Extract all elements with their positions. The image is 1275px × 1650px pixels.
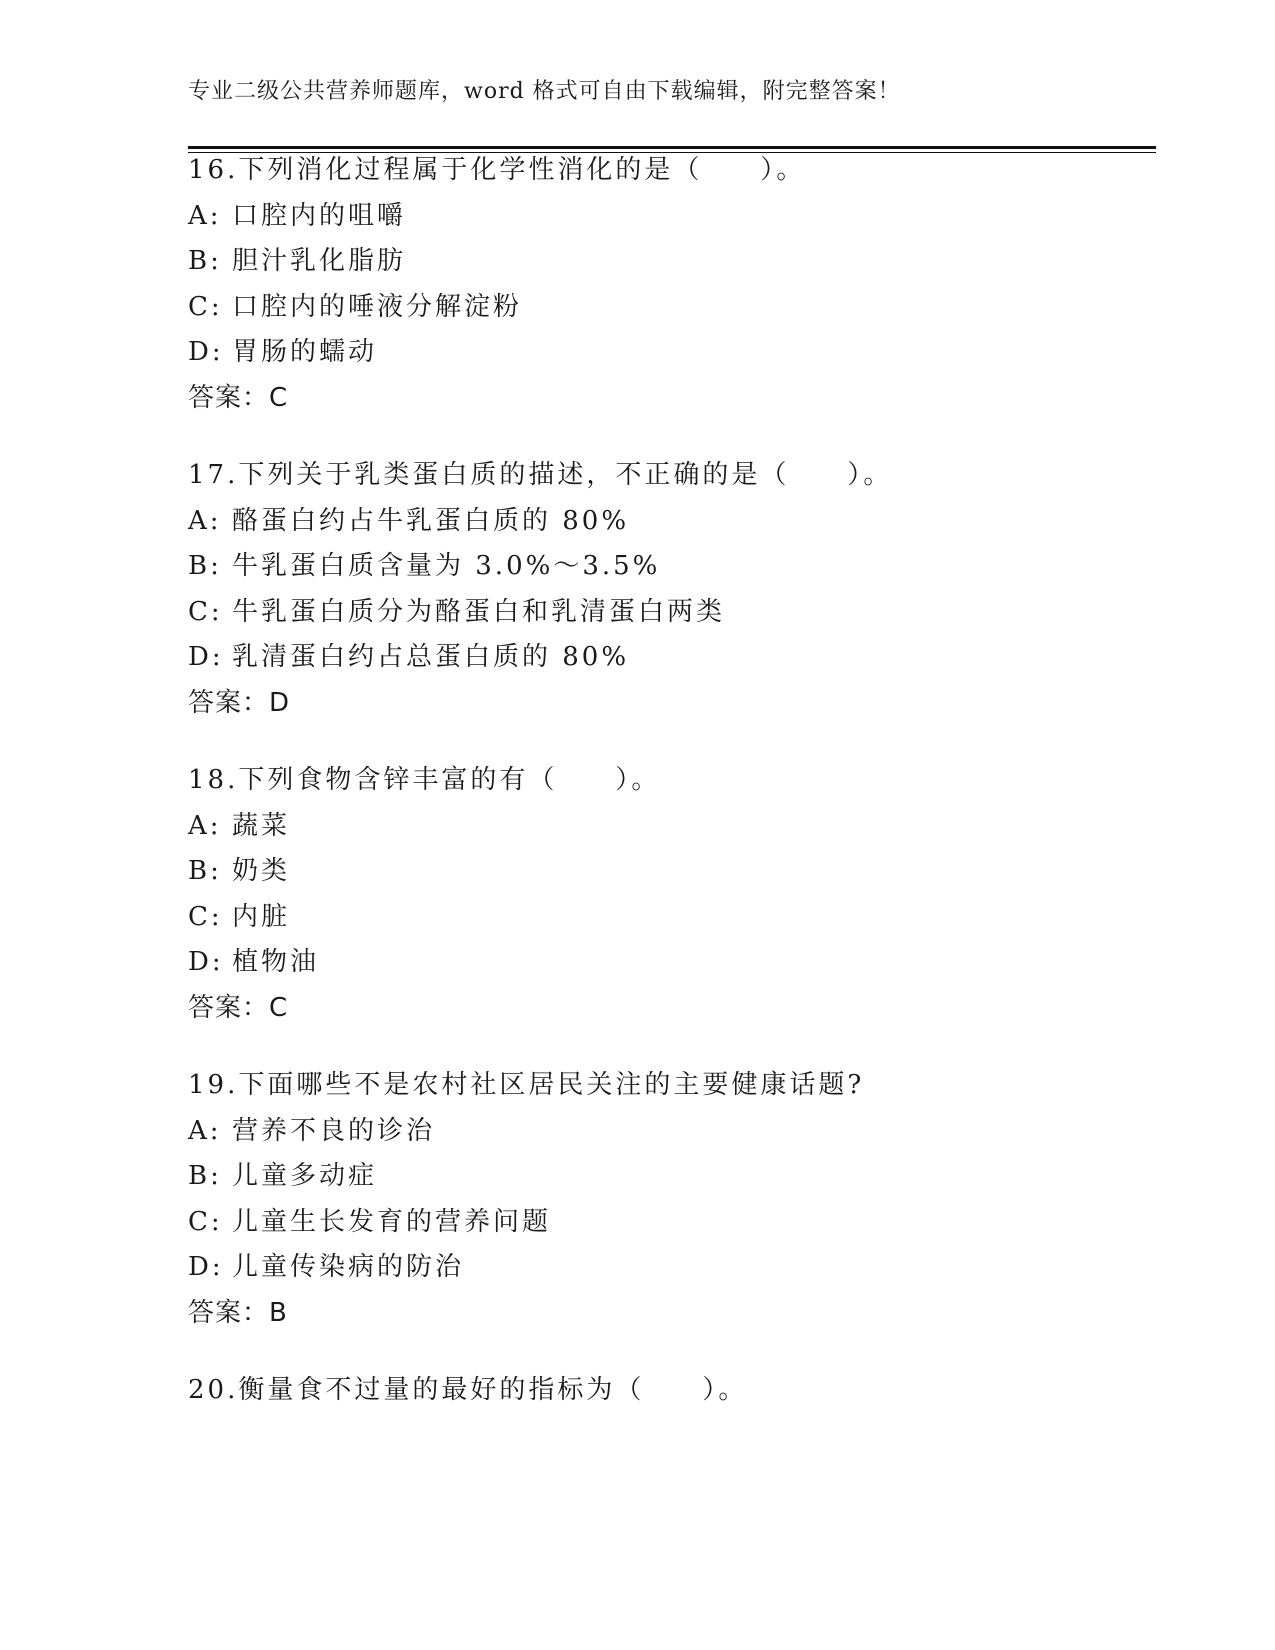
option-d [188,1245,1148,1291]
option-c [188,590,1148,636]
option-text: 酪蛋白约占牛乳蛋白质的 80% [232,505,630,536]
answer [188,681,1148,727]
question-stem: 18.下列食物含锌丰富的有（ ）。 [188,765,661,795]
question-18 [188,758,1148,1031]
option-key: D: [188,642,224,672]
question-stem: 16.下列消化过程属于化学性消化的是（ ）。 [188,155,806,185]
option-b [188,849,1148,895]
option-text: 口腔内的咀嚼 [232,200,407,231]
option-key: B: [188,1161,222,1191]
option-b [188,544,1148,590]
option-text: 乳清蛋白约占总蛋白质的 80% [232,642,630,672]
answer-value: B [269,1297,288,1328]
option-key: B: [188,856,222,886]
option-key: C: [188,291,223,322]
option-key: C: [188,901,223,932]
option-text: 奶类 [232,856,291,886]
answer-label: 答案： [188,687,270,718]
answer-label: 答案： [188,992,270,1023]
answer [188,376,1148,422]
answer-value: D [269,687,291,718]
option-key: A: [188,505,222,536]
option-text: 胆汁乳化脂肪 [232,246,407,276]
option-d [188,940,1148,986]
option-a [188,499,1148,545]
answer-value: C [269,382,289,413]
option-text: 牛乳蛋白质分为酪蛋白和乳清蛋白两类 [232,596,726,627]
option-c [188,285,1148,331]
answer-label: 答案： [188,382,270,413]
option-key: D: [188,337,224,367]
answer-label: 答案： [188,1297,270,1328]
question-stem: 19.下面哪些不是农村社区居民关注的主要健康话题? [188,1070,865,1100]
option-c [188,1200,1148,1246]
option-key: D: [188,1252,224,1282]
option-b [188,1154,1148,1200]
option-key: A: [188,810,222,841]
option-key: C: [188,596,223,627]
option-key: A: [188,200,222,231]
option-text: 儿童传染病的防治 [232,1252,465,1282]
answer-value: C [269,992,289,1023]
question-stem: 17.下列关于乳类蛋白质的描述，不正确的是（ ）。 [188,460,893,490]
option-b [188,239,1148,285]
option-text: 胃肠的蠕动 [232,337,378,367]
question-16 [188,148,1148,421]
option-d [188,330,1148,376]
option-key: C: [188,1206,223,1237]
option-text: 口腔内的唾液分解淀粉 [232,291,523,322]
option-text: 蔬菜 [232,810,291,841]
option-text: 儿童生长发育的营养问题 [232,1206,552,1237]
option-text: 儿童多动症 [232,1161,378,1191]
page-header: 专业二级公共营养师题库，word 格式可自由下载编辑，附完整答案！ [188,79,901,104]
question-19 [188,1063,1148,1336]
option-d [188,635,1148,681]
option-text: 内脏 [232,901,291,932]
answer [188,986,1148,1032]
question-20 [188,1368,1148,1414]
option-text: 牛乳蛋白质含量为 3.0%～3.5% [232,551,661,581]
option-key: B: [188,551,222,581]
answer [188,1291,1148,1337]
question-17 [188,453,1148,726]
option-a [188,1109,1148,1155]
option-text: 营养不良的诊治 [232,1115,436,1146]
option-a [188,804,1148,850]
option-key: A: [188,1115,222,1146]
option-a [188,194,1148,240]
option-key: B: [188,246,222,276]
option-c [188,895,1148,941]
option-key: D: [188,947,224,977]
option-text: 植物油 [232,947,320,977]
question-stem: 20.衡量食不过量的最好的指标为（ ）。 [188,1375,748,1405]
